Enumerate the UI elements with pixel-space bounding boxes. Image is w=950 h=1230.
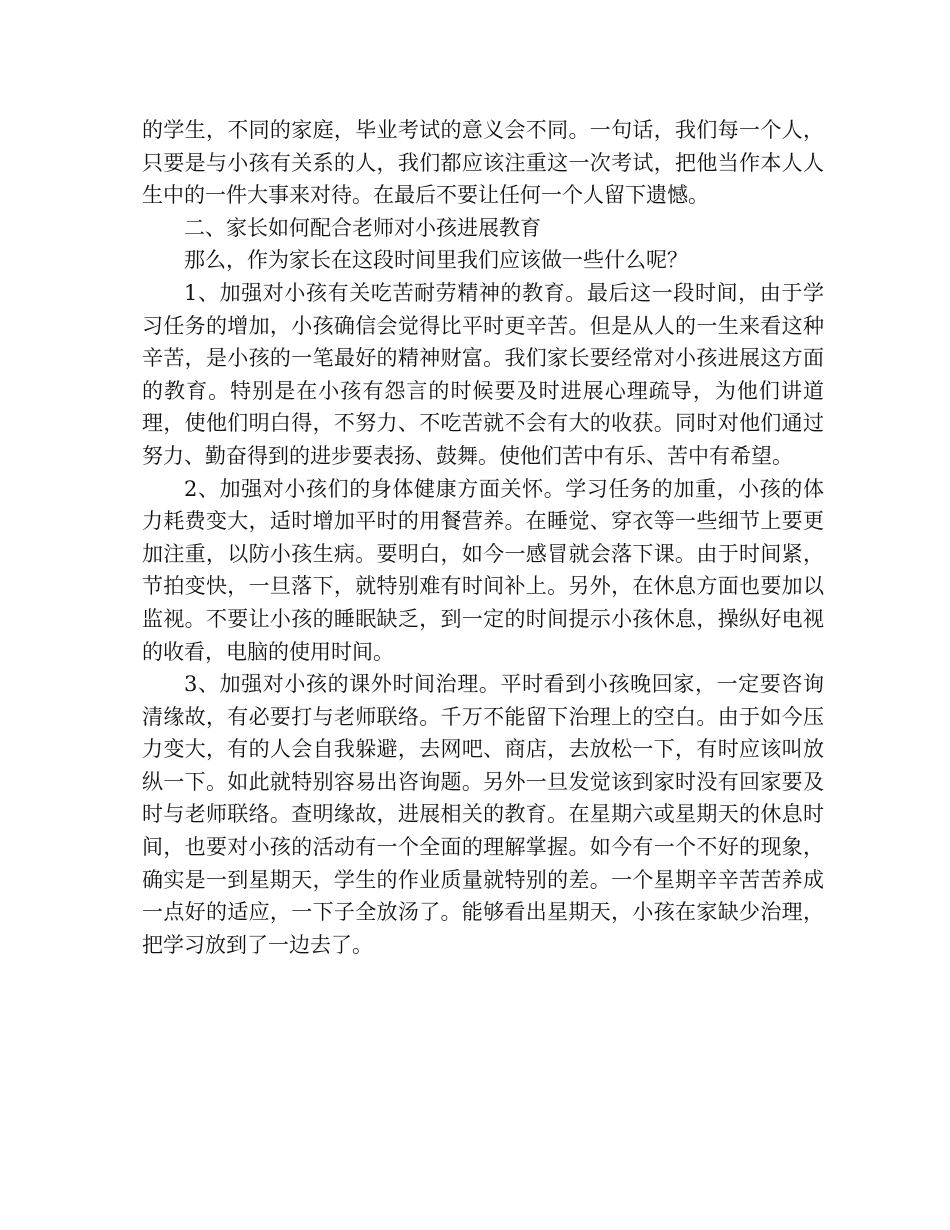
paragraph-continuation: 的学生，不同的家庭，毕业考试的意义会不同。一句话，我们每一个人，只要是与小孩有关系的人，我们都应该注重这一次考试，把他当作本人人生中的一件大事来对待。在最后不要让任何一个人留下遗憾。 — [142, 118, 824, 208]
paragraph-question: 那么，作为家长在这段时间里我们应该做一些什么呢？ — [184, 248, 688, 273]
paragraph-item-2: 2、加强对小孩们的身体健康方面关怀。学习任务的加重，小孩的体力耗费变大，适时增加平时的用餐营养。在睡觉、穿衣等一些细节上要更加注重，以防小孩生病。要明白，如今一感冒就会落下课。由于时间紧，节拍变快，一旦落下，就特别难有时间补上。另外，在休息方面也要加以监视。不要让小孩的睡眠缺乏，到一定的时间提示小孩休息，操纵好电视的收看，电脑的使用时间。 — [142, 476, 824, 664]
section-heading: 二、家长如何配合老师对小孩进展教育 — [184, 215, 541, 240]
document-page — [142, 114, 824, 961]
paragraph-item-3: 3、加强对小孩的课外时间治理。平时看到小孩晚回家，一定要咨询清缘故，有必要打与老师联络。千万不能留下治理上的空白。由于如今压力变大，有的人会自我躲避，去网吧、商店，去放松一下，有时应该叫放纵一下。如此就特别容易出咨询题。另外一旦发觉该到家时没有回家要及时与老师联络。查明缘故，进展相关的教育。在星期六或星期天的休息时间，也要对小孩的活动有一个全面的理解掌握。如今有一个不好的现象，确实是一到星期天，学生的作业质量就特别的差。一个星期辛辛苦苦养成一点好的适应，一下子全放汤了。能够看出星期天，小孩在家缺少治理，把学习放到了一边去了。 — [142, 672, 824, 957]
paragraph-item-1: 1、加强对小孩有关吃苦耐劳精神的教育。最后这一段时间，由于学习任务的增加，小孩确信会觉得比平时更辛苦。但是从人的一生来看这种辛苦，是小孩的一笔最好的精神财富。我们家长要经常对小孩进展这方面的教育。特别是在小孩有怨言的时候要及时进展心理疏导，为他们讲道理，使他们明白得，不努力、不吃苦就不会有大的收获。同时对他们通过努力、勤奋得到的进步要表扬、鼓舞。使他们苦中有乐、苦中有希望。 — [142, 280, 824, 468]
